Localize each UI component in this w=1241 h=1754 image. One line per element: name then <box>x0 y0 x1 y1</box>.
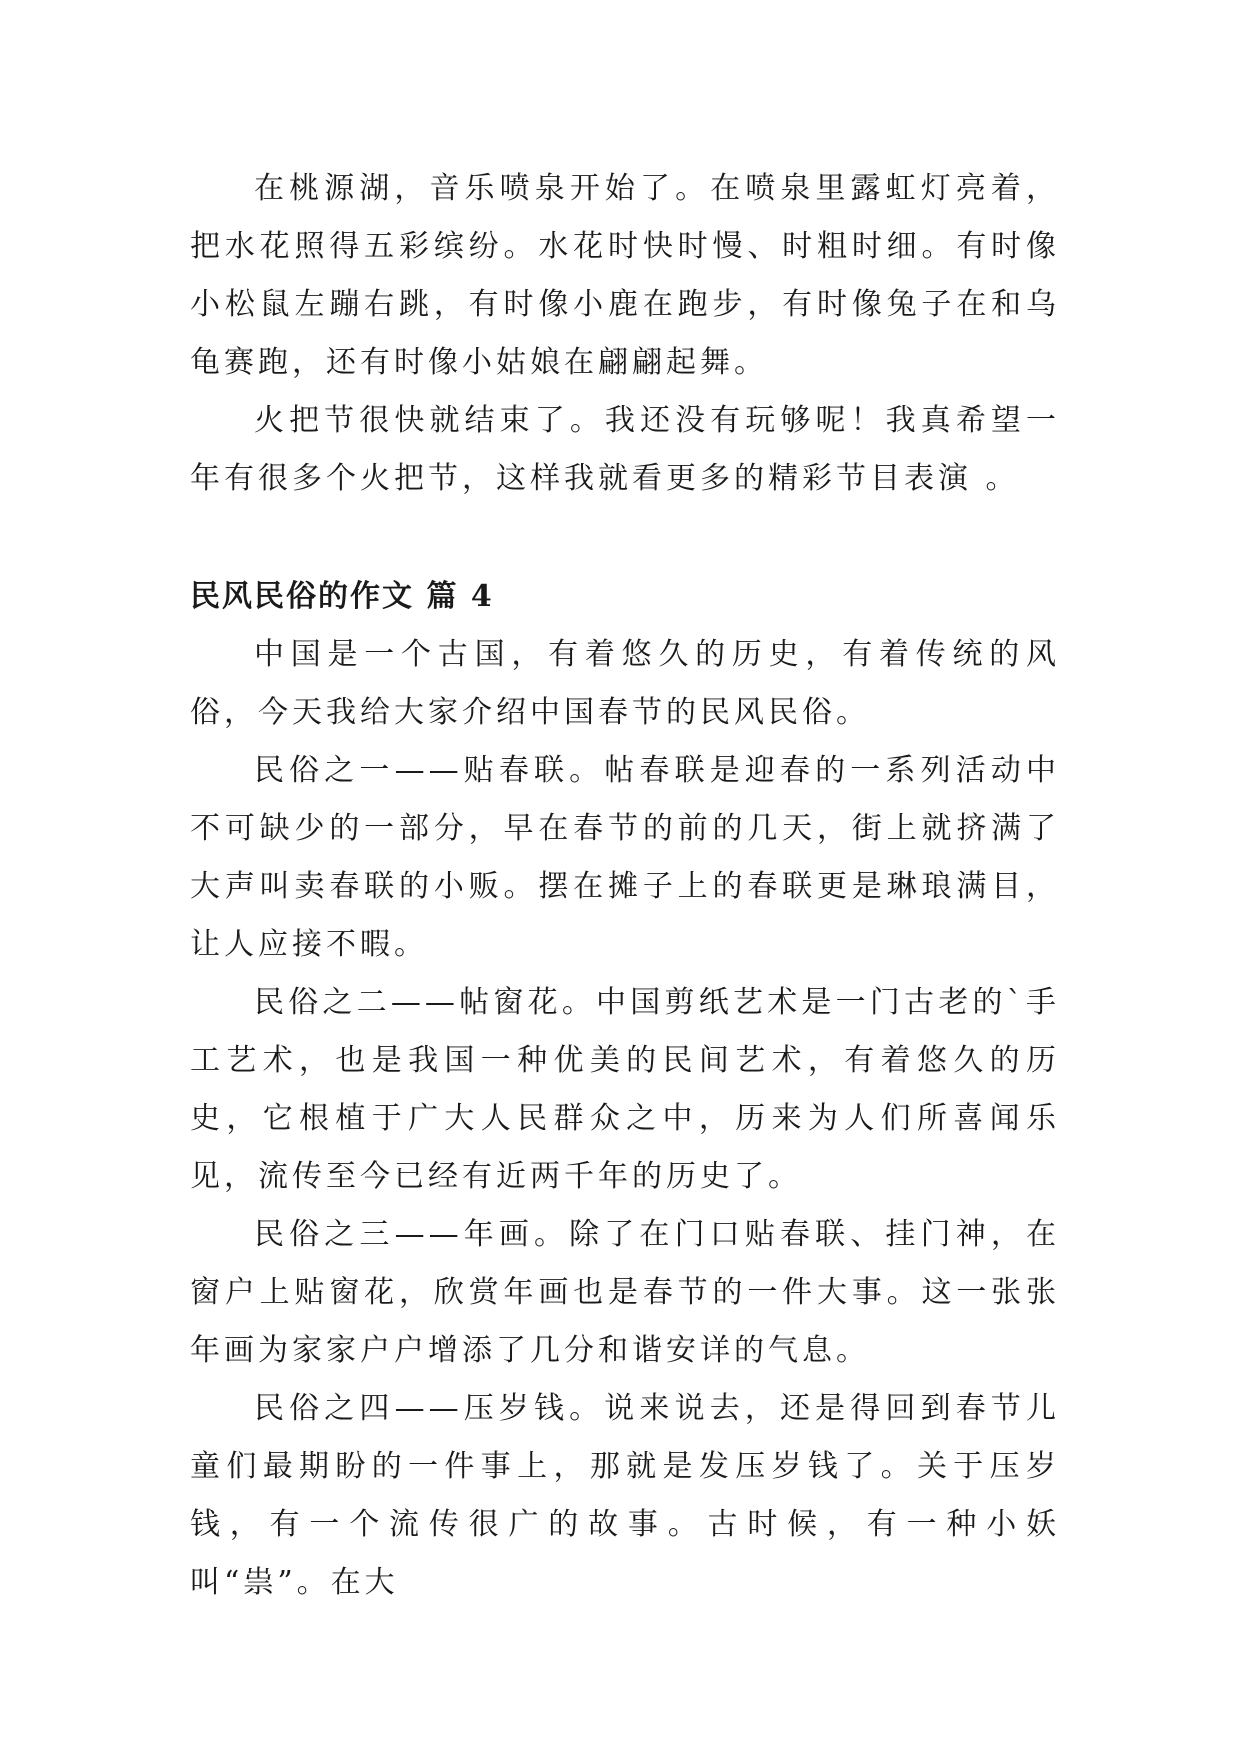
paragraph-intro: 中国是一个古国，有着悠久的历史，有着传统的风俗，今天我给大家介绍中国春节的民风民俗。 <box>190 637 1060 730</box>
paragraph-custom-1: 民俗之一——贴春联。帖春联是迎春的一系列活动中不可缺少的一部分，早在春节的前的几天，街上就挤满了大声叫卖春联的小贩。摆在摊子上的春联更是琳琅满目，让人应接不暇。 <box>190 753 1060 962</box>
section-title: 民风民俗的作文 篇 4 <box>190 579 494 614</box>
paragraph-custom-2: 民俗之二——帖窗花。中国剪纸艺术是一门古老的`手工艺术，也是我国一种优美的民间艺术，有着悠久的历史，它根植于广大人民群众之中，历来为人们所喜闻乐见，流传至今已经有近两千年的历史了。 <box>190 985 1060 1194</box>
paragraph-fountain: 在桃源湖，音乐喷泉开始了。在喷泉里露虹灯亮着，把水花照得五彩缤纷。水花时快时慢、时粗时细。有时像小松鼠左蹦右跳，有时像小鹿在跑步，有时像兔子在和乌龟赛跑，还有时像小姑娘在翩翩起舞。 <box>190 171 1060 380</box>
paragraph-torch-festival-end: 火把节很快就结束了。我还没有玩够呢！我真希望一年有很多个火把节，这样我就看更多的精彩节目表演 。 <box>190 403 1060 496</box>
document-body <box>190 160 1060 1612</box>
paragraph-custom-4: 民俗之四——压岁钱。说来说去，还是得回到春节儿童们最期盼的一件事上，那就是发压岁钱了。关于压岁钱，有一个流传很广的故事。古时候，有一种小妖叫“祟”。在大 <box>190 1391 1060 1600</box>
paragraph-custom-3: 民俗之三——年画。除了在门口贴春联、挂门神，在窗户上贴窗花，欣赏年画也是春节的一件大事。这一张张年画为家家户户增添了几分和谐安详的气息。 <box>190 1217 1060 1368</box>
